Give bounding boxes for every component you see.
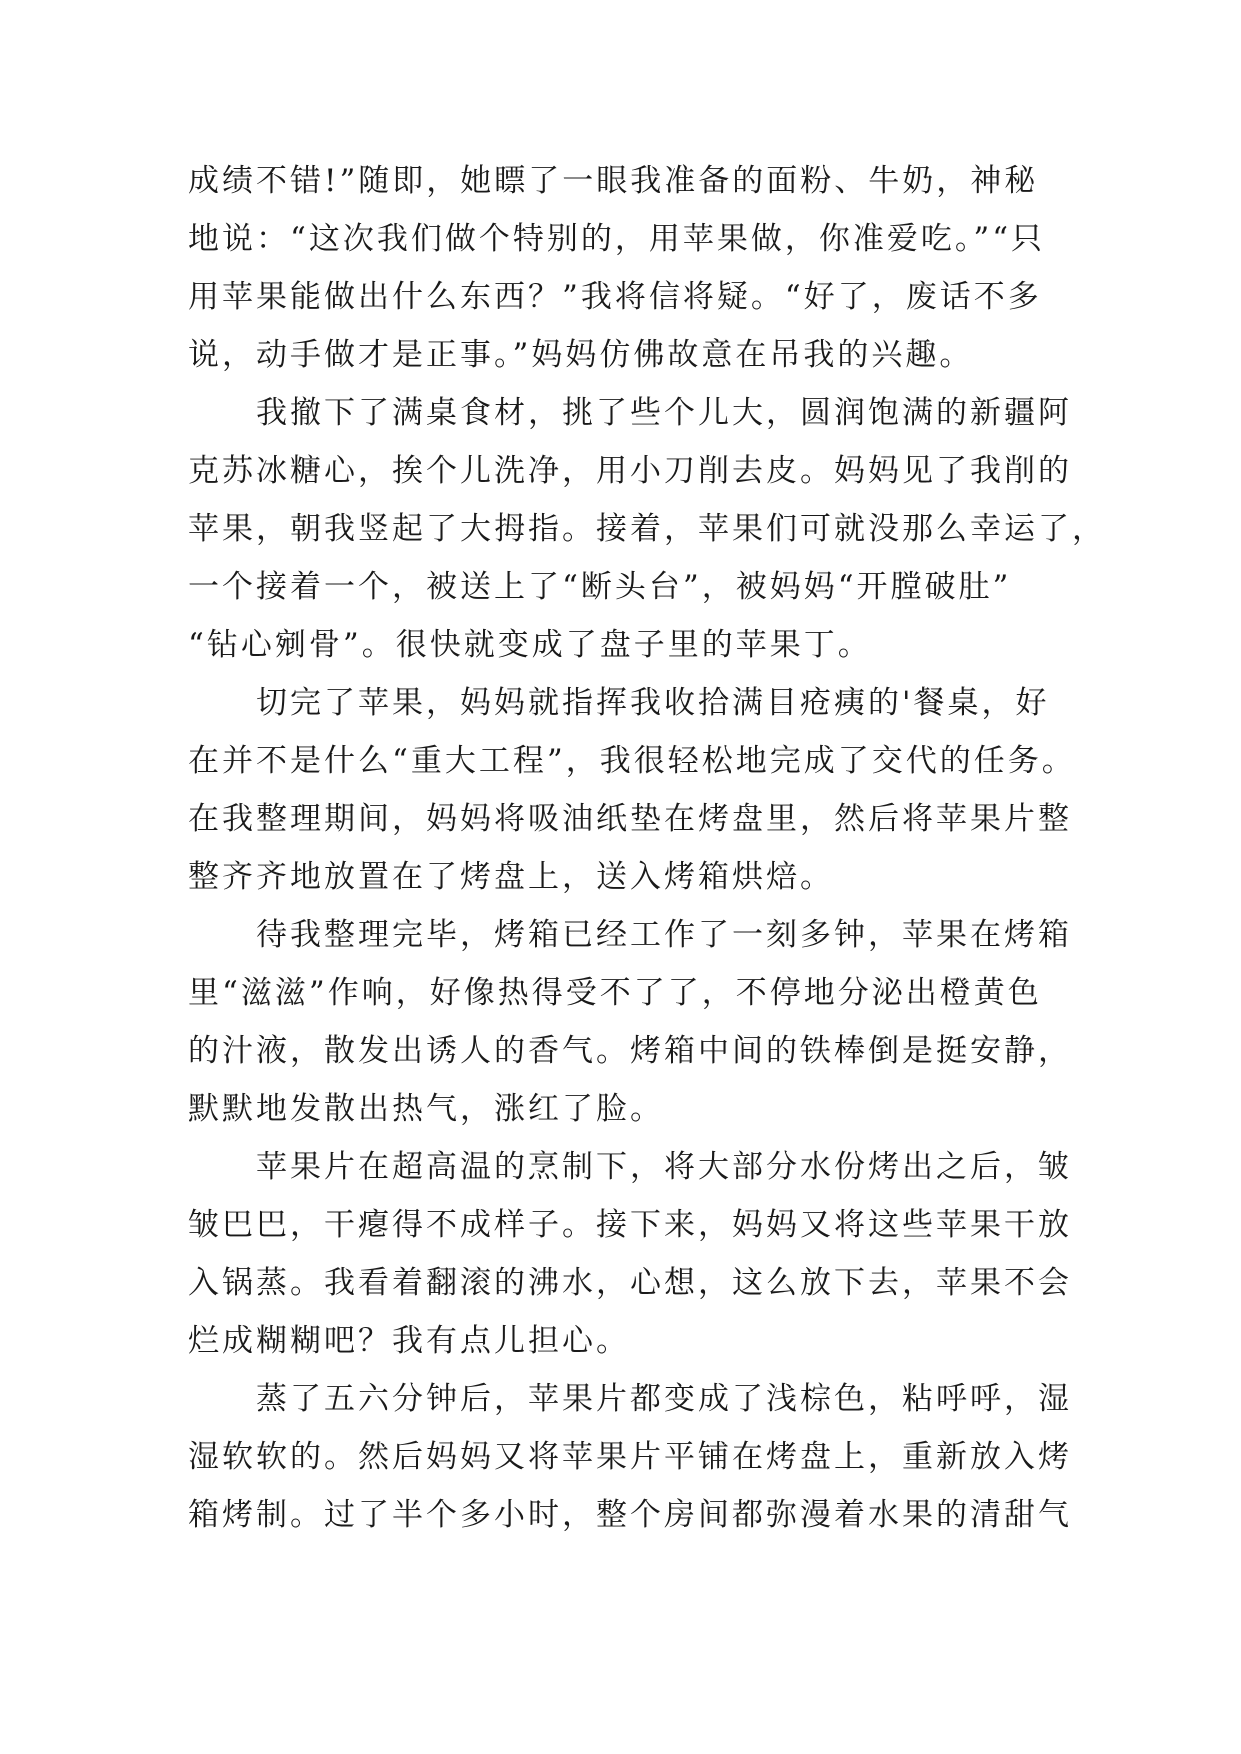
text-line: 湿软软的。然后妈妈又将苹果片平铺在烤盘上，重新放入烤 (188, 1439, 1072, 1475)
text-line: 里“滋滋”作响，好像热得受不了了，不停地分泌出橙黄色 (188, 975, 1042, 1011)
text-line: 在我整理期间，妈妈将吸油纸垫在烤盘里，然后将苹果片整 (188, 801, 1072, 837)
text-line: 入锅蒸。我看着翻滚的沸水，心想，这么放下去，苹果不会 (188, 1265, 1072, 1301)
text-line: 苹果片在超高温的烹制下，将大部分水份烤出之后，皱 (256, 1149, 1072, 1185)
text-line: 默默地发散出热气，涨红了脸。 (188, 1091, 664, 1127)
text-line: 切完了苹果，妈妈就指挥我收拾满目疮痍的'餐桌，好 (256, 685, 1050, 721)
text-line: 地说：“这次我们做个特别的，用苹果做，你准爱吃。”“只 (188, 221, 1046, 257)
text-line: 待我整理完毕，烤箱已经工作了一刻多钟，苹果在烤箱 (256, 917, 1072, 953)
text-line: 烂成糊糊吧？我有点儿担心。 (188, 1323, 630, 1359)
text-line: 成绩不错!”随即，她瞟了一眼我准备的面粉、牛奶，神秘 (188, 163, 1039, 199)
text-line: 我撤下了满桌食材，挑了些个儿大，圆润饱满的新疆阿 (256, 395, 1072, 431)
text-line: 说，动手做才是正事。”妈妈仿佛故意在吊我的兴趣。 (188, 337, 974, 373)
text-line: 用苹果能做出什么东西？”我将信将疑。“好了，废话不多 (188, 279, 1042, 315)
text-line: 整齐齐地放置在了烤盘上，送入烤箱烘焙。 (188, 859, 834, 895)
text-line: 克苏冰糖心，挨个儿洗净，用小刀削去皮。妈妈见了我削的 (188, 453, 1072, 489)
text-line: 的汁液，散发出诱人的香气。烤箱中间的铁棒倒是挺安静， (188, 1033, 1072, 1069)
text-line: 皱巴巴，干瘪得不成样子。接下来，妈妈又将这些苹果干放 (188, 1207, 1072, 1243)
text-line: 一个接着一个，被送上了“断头台”，被妈妈“开膛破肚” (188, 569, 1012, 605)
text-line: 箱烤制。过了半个多小时，整个房间都弥漫着水果的清甜气 (188, 1497, 1072, 1533)
text-line: “钻心剜骨”。很快就变成了盘子里的苹果丁。 (188, 627, 872, 663)
text-line: 在并不是什么“重大工程”，我很轻松地完成了交代的任务。 (188, 743, 1076, 779)
body-text (188, 152, 1106, 1544)
text-line: 蒸了五六分钟后，苹果片都变成了浅棕色，粘呼呼，湿 (256, 1381, 1072, 1417)
text-line: 苹果，朝我竖起了大拇指。接着，苹果们可就没那么幸运了， (188, 511, 1106, 547)
